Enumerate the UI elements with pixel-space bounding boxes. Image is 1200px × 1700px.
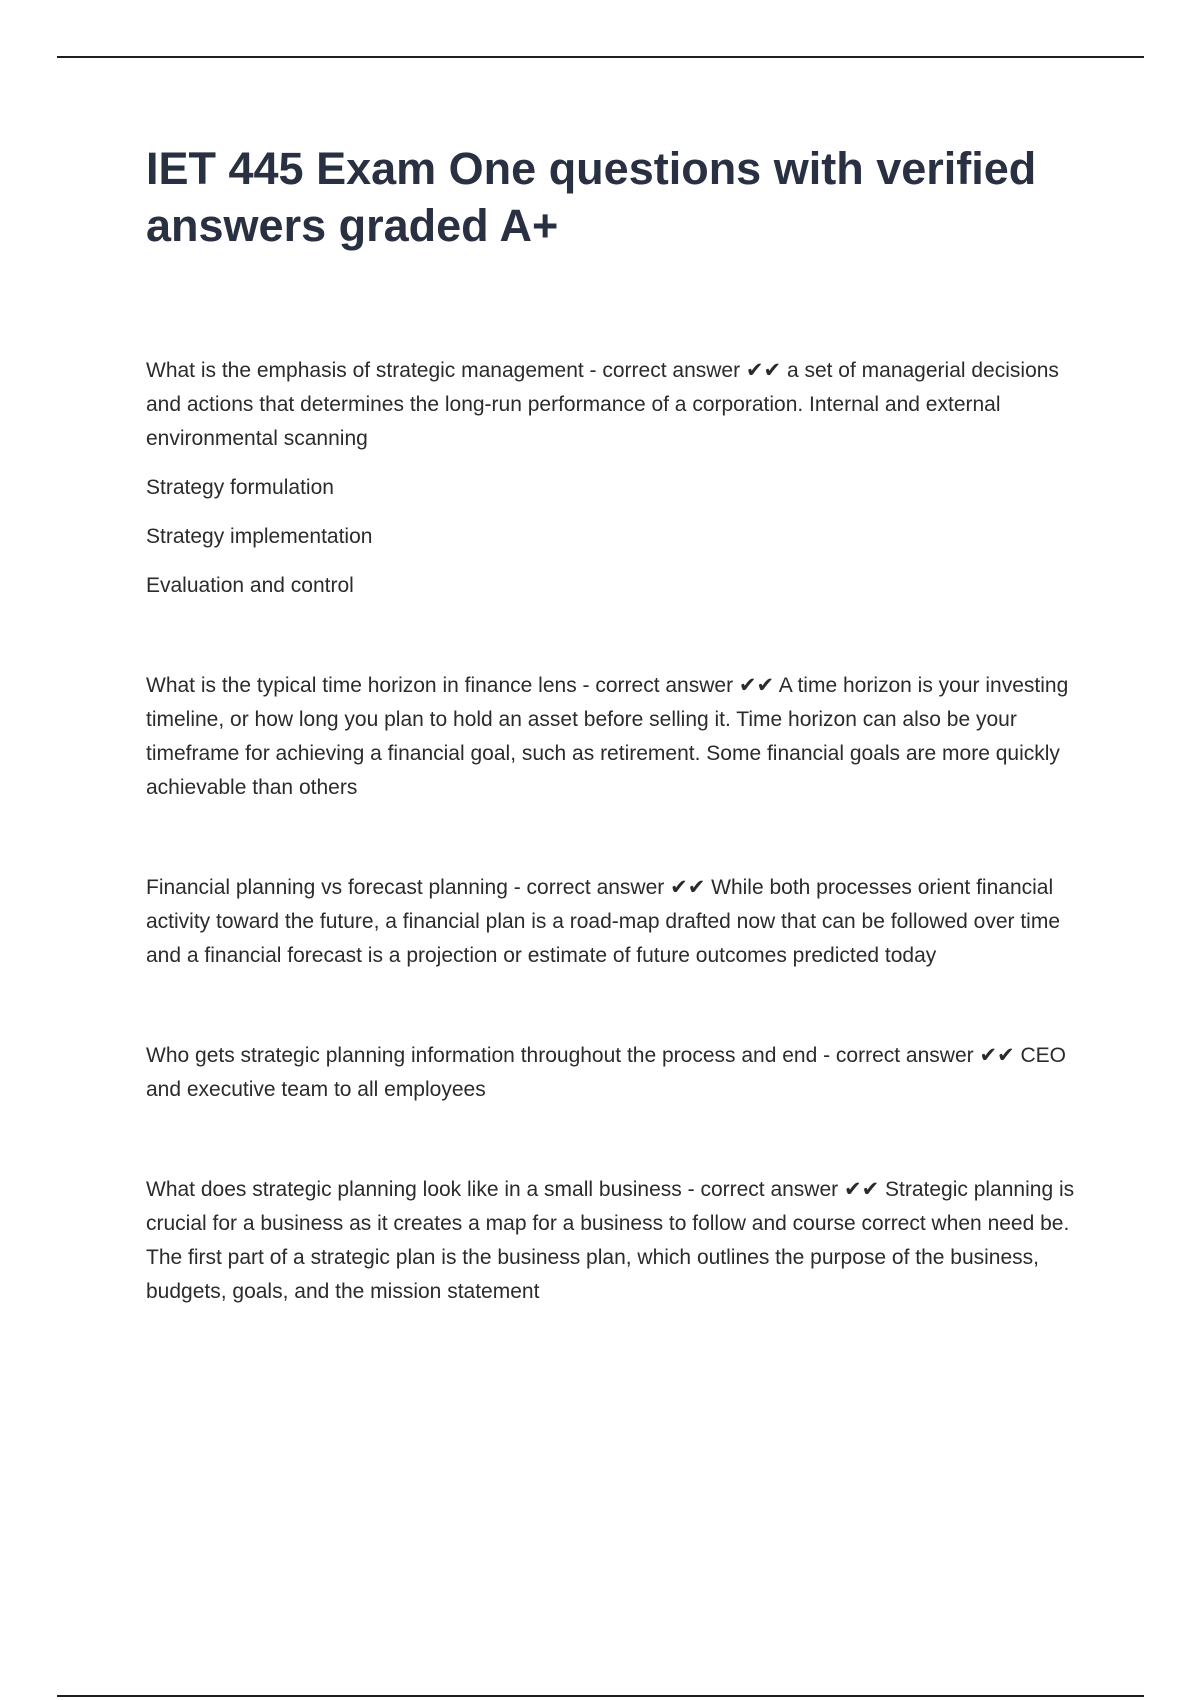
document-body xyxy=(146,140,1086,1375)
qa-list xyxy=(146,354,1086,1309)
qa-item xyxy=(146,871,1086,973)
qa-item xyxy=(146,669,1086,805)
qa-text: Who gets strategic planning information throughout the process and end - correct answer ✔✔ CEO and executive team to all employees xyxy=(146,1044,1066,1101)
qa-text: What does strategic planning look like in a small business - correct answer ✔✔ Strategic planning is crucial for a business as it creates a map for a business to follow and course correct when need be. The first part of a strategic plan is the business plan, which outlines the purpose of the business, budgets, goals, and the mission statement xyxy=(146,1178,1075,1303)
document-title: IET 445 Exam One questions with verified answers graded A+ xyxy=(146,143,1037,251)
top-divider xyxy=(57,56,1144,58)
qa-text: What is the typical time horizon in finance lens - correct answer ✔✔ A time horizon is your investing timeline, or how long you plan to hold an asset before selling it. Time horizon can also be your timeframe for achieving a financial goal, such as retirement. Some financial goals are more quickly achievable than others xyxy=(146,674,1069,799)
qa-text: Financial planning vs forecast planning - correct answer ✔✔ While both processes orient financial activity toward the future, a financial plan is a road-map drafted now that can be followed over time and a financial forecast is a projection or estimate of future outcomes predicted today xyxy=(146,876,1060,967)
qa-item xyxy=(146,1173,1086,1309)
qa-text: What is the emphasis of strategic management - correct answer ✔✔ a set of managerial decisions and actions that determines the long-run performance of a corporation. Internal and external environmental scanning xyxy=(146,359,1059,450)
qa-extra-line: Strategy implementation xyxy=(146,525,373,548)
qa-item xyxy=(146,1039,1086,1107)
qa-item xyxy=(146,354,1086,603)
qa-extra-line: Strategy formulation xyxy=(146,476,334,499)
bottom-divider xyxy=(57,1695,1144,1697)
qa-extra-line: Evaluation and control xyxy=(146,574,354,597)
